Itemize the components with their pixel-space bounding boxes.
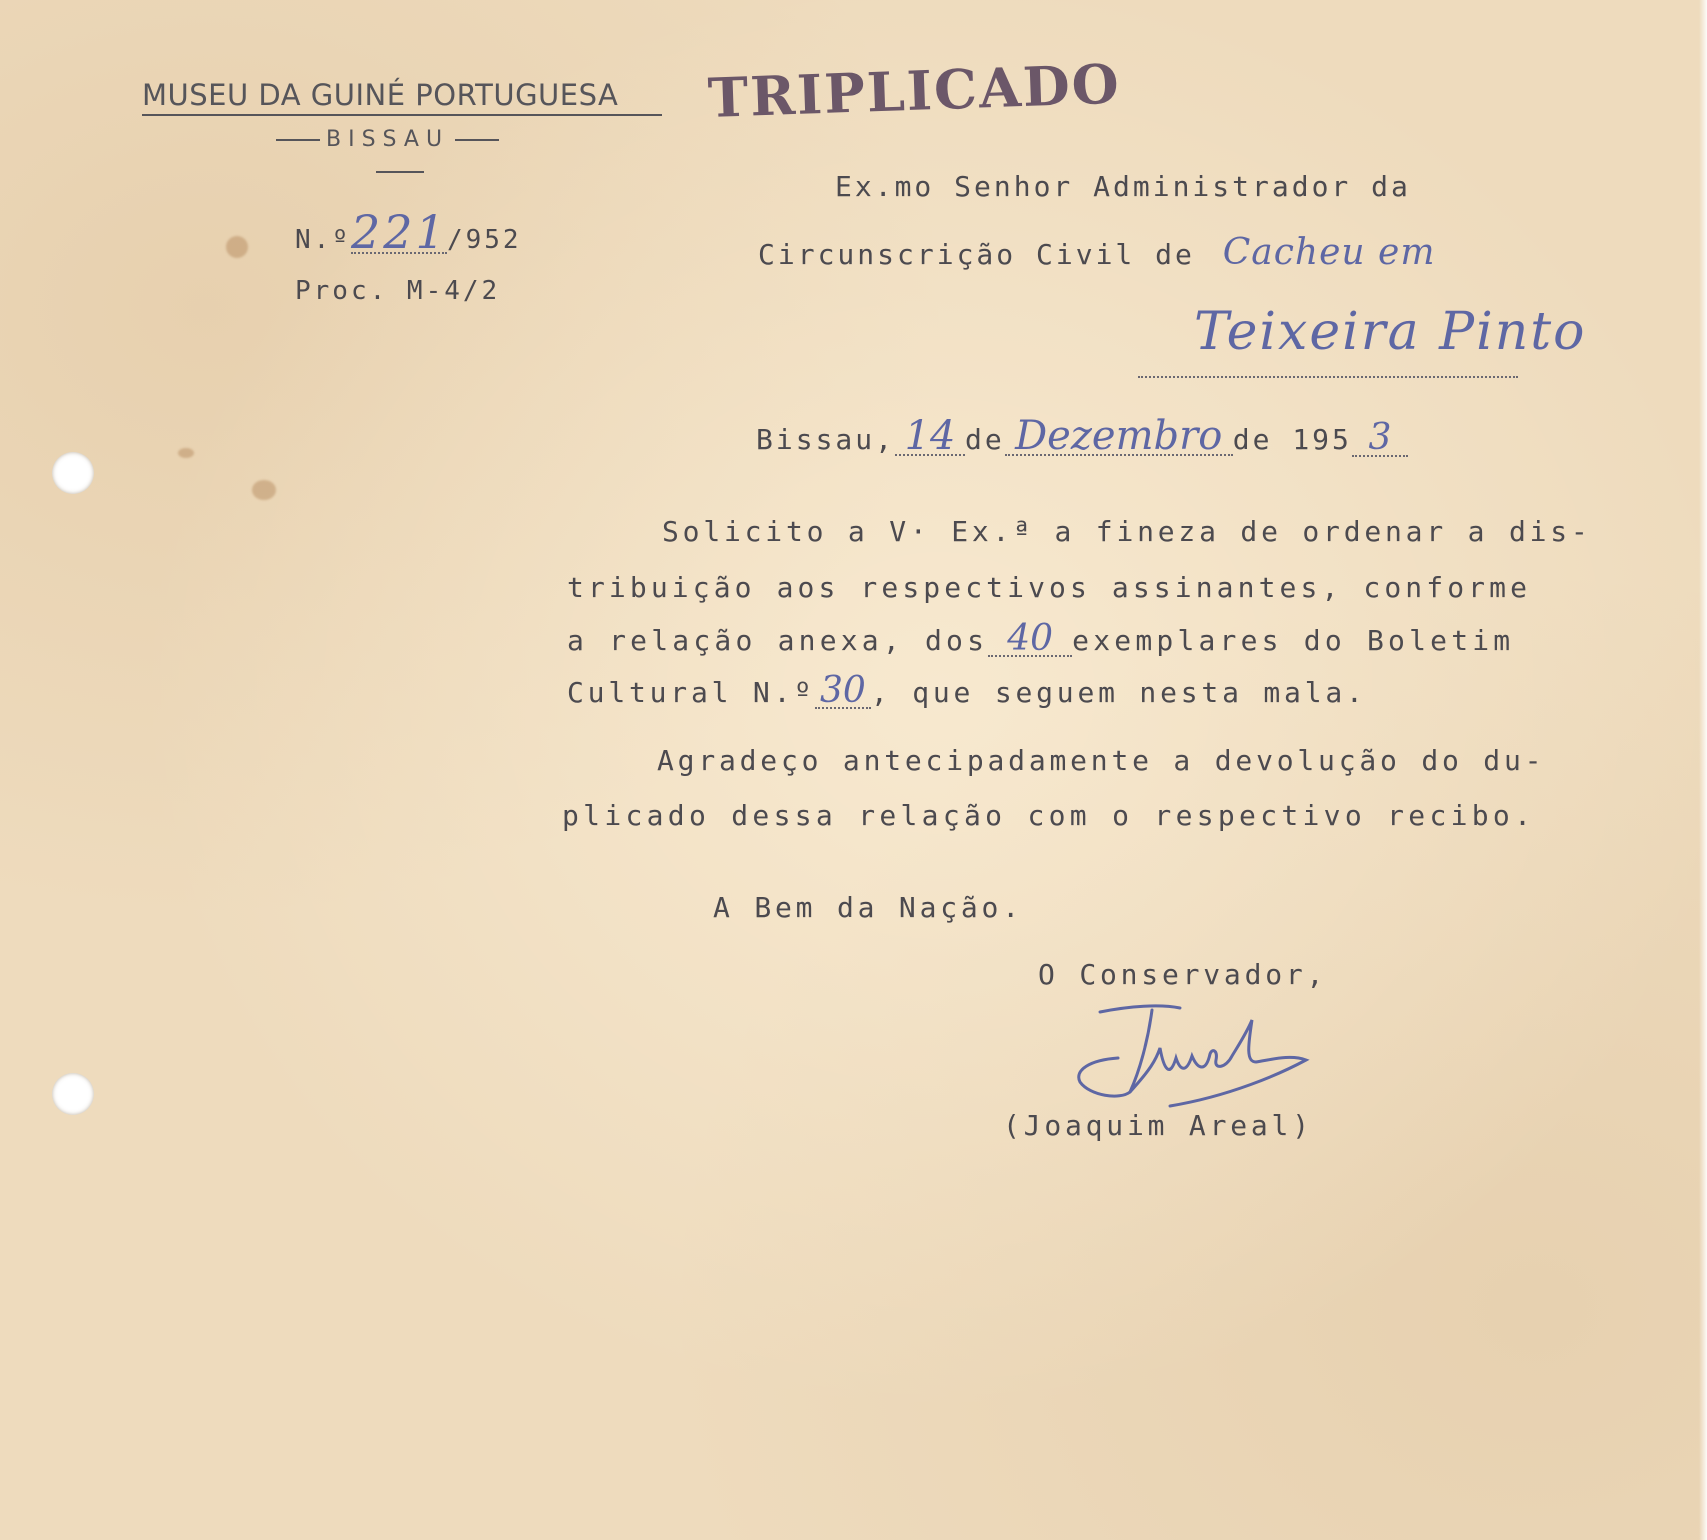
- punch-hole-bottom: [52, 1073, 94, 1115]
- signatory-title: O Conservador,: [1038, 958, 1328, 991]
- body-p1-line4-b: , que seguem nesta mala.: [870, 676, 1367, 709]
- body-p2-line2: plicado dessa relação com o respectivo recibo.: [562, 799, 1536, 832]
- date-de1: de: [965, 423, 1005, 456]
- institution-name: MUSEU DA GUINÉ PORTUGUESA: [142, 78, 619, 112]
- triplicado-stamp: TRIPLICADO: [706, 51, 1122, 130]
- reference-number-handwritten: 221: [350, 205, 448, 259]
- date-year-typed: 195: [1292, 423, 1352, 456]
- body-quantity-handwritten: 40: [988, 623, 1072, 657]
- addressee-line2-typed: Circunscrição Civil de: [758, 238, 1195, 271]
- date-de2: de: [1232, 423, 1273, 456]
- letterhead-rule: [142, 114, 662, 116]
- addressee-line1: Ex.mo Senhor Administrador da: [835, 170, 1411, 203]
- paper-edge: [1699, 0, 1707, 1540]
- date-year-handwritten: 3: [1352, 421, 1408, 457]
- stain: [252, 480, 276, 500]
- body-p1-line2: tribuição aos respectivos assinantes, conforme: [567, 571, 1532, 604]
- addressee-line3: [1138, 296, 1587, 378]
- date-month-handwritten: Dezembro: [1005, 418, 1233, 456]
- reference-number: [295, 205, 522, 259]
- body-p1-line1: Solicito a V· Ex.ª a fineza de ordenar a dis-: [662, 515, 1592, 548]
- stain: [226, 236, 248, 258]
- process-reference: Proc. M-4/2: [295, 276, 501, 306]
- handwritten-signature: [1060, 1000, 1360, 1110]
- addressee-line2-handwritten: Cacheu em: [1222, 232, 1436, 273]
- date-line: [756, 413, 1408, 459]
- date-city: Bissau,: [756, 423, 896, 456]
- body-p1-line3-b: exemplares do Boletim: [1072, 624, 1515, 657]
- body-p1-line4-a: Cultural N.º: [567, 676, 815, 709]
- body-p1-line3-a: a relação anexa, dos: [567, 624, 989, 657]
- stain: [178, 448, 194, 458]
- body-bulletin-number-handwritten: 30: [815, 675, 871, 709]
- reference-number-year: /952: [446, 225, 522, 255]
- date-day-handwritten: 14: [895, 418, 965, 456]
- institution-city: BISSAU: [270, 127, 505, 152]
- body-p2-line1: Agradeço antecipadamente a devolução do du-: [657, 744, 1546, 777]
- punch-hole-top: [52, 452, 94, 494]
- addressee-line3-handwritten: Teixeira Pinto: [1194, 302, 1587, 362]
- signatory-name: (Joaquim Areal): [1003, 1109, 1313, 1142]
- body-p1-line4: [567, 670, 1367, 711]
- closing-salutation: A Bem da Nação.: [713, 891, 1023, 924]
- short-divider: [376, 171, 424, 173]
- addressee-line2: [758, 232, 1435, 273]
- body-p1-line3: [567, 618, 1515, 659]
- reference-number-prefix: N.º: [295, 225, 351, 255]
